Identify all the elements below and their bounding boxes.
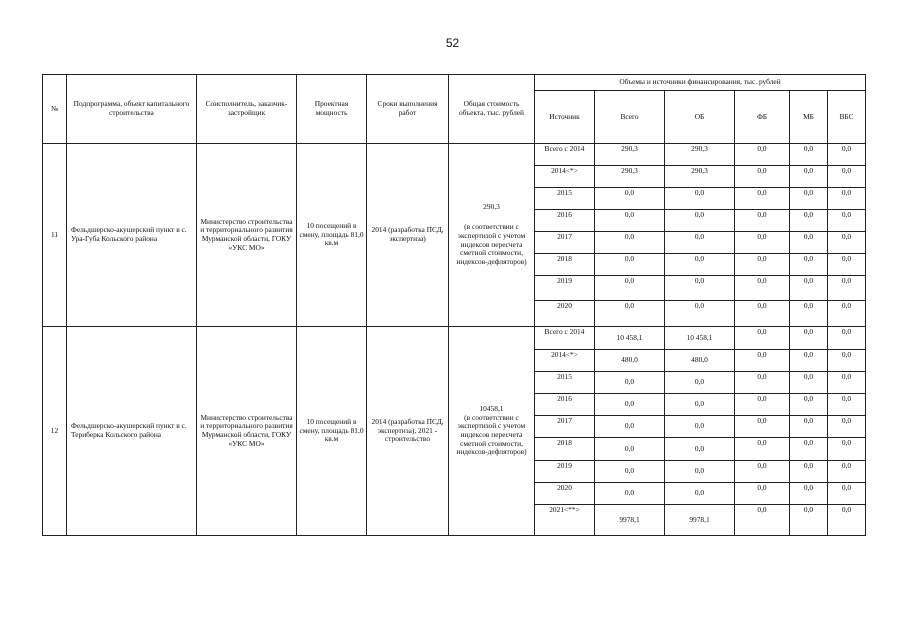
financing-table [42,74,866,536]
financing-fb-value: 0,0 [735,461,790,483]
financing-ob-value: 0,0 [665,232,735,254]
financing-vbs-value: 0,0 [828,232,866,254]
financing-vbs-value: 0,0 [828,483,866,505]
financing-total-value: 290,3 [595,144,665,166]
financing-vbs-value: 0,0 [828,144,866,166]
financing-mb-value: 0,0 [790,210,828,232]
financing-total-value: 0,0 [595,438,665,461]
financing-total-value: 0,0 [595,276,665,301]
col-term-header: Сроки выполнения работ [367,75,449,144]
financing-mb-value: 0,0 [790,350,828,372]
financing-source: 2016 [535,394,595,416]
financing-total-value: 0,0 [595,416,665,438]
financing-total-value: 0,0 [595,372,665,394]
object-executor: Министерство строительства и территориального развития Мурманской области, ГОКУ «УКС МО» [197,327,297,536]
col-ob-header: ОБ [665,91,735,144]
financing-fb-value: 0,0 [735,301,790,327]
financing-ob-value: 0,0 [665,461,735,483]
financing-ob-value: 0,0 [665,372,735,394]
financing-mb-value: 0,0 [790,394,828,416]
financing-total-value: 9978,1 [595,505,665,536]
financing-mb-value: 0,0 [790,232,828,254]
financing-fb-value: 0,0 [735,166,790,188]
financing-ob-value: 290,3 [665,144,735,166]
object-capacity: 10 посещений в смену, площадь 81,0 кв.м [297,327,367,536]
financing-ob-value: 480,0 [665,350,735,372]
financing-vbs-value: 0,0 [828,301,866,327]
financing-source: 2019 [535,276,595,301]
financing-vbs-value: 0,0 [828,505,866,536]
col-source-header: Источник [535,91,595,144]
financing-vbs-value: 0,0 [828,372,866,394]
financing-ob-value: 0,0 [665,210,735,232]
financing-vbs-value: 0,0 [828,327,866,350]
financing-source: 2020 [535,483,595,505]
financing-source: Всего с 2014 [535,144,595,166]
financing-ob-value: 0,0 [665,254,735,276]
financing-mb-value: 0,0 [790,144,828,166]
financing-source: 2017 [535,232,595,254]
financing-mb-value: 0,0 [790,372,828,394]
financing-fb-value: 0,0 [735,483,790,505]
object-total-cost-cell [449,327,535,536]
col-fb-header: ФБ [735,91,790,144]
financing-total-value: 0,0 [595,461,665,483]
financing-mb-value: 0,0 [790,188,828,210]
financing-total-value: 0,0 [595,254,665,276]
financing-ob-value: 0,0 [665,438,735,461]
financing-total-value: 10 458,1 [595,327,665,350]
financing-source: Всего с 2014 [535,327,595,350]
financing-mb-value: 0,0 [790,327,828,350]
financing-source: 2014<*> [535,350,595,372]
object-term: 2014 (разработка ПСД, экспертиза) [367,144,449,327]
object-cost-note: (в соответствии с экспертизой с учетом индексов пересчета сметной стоимости, индексов-дефляторов) [456,412,527,457]
col-subprogram-header: Подпрограмма, объект капитального строительства [67,75,197,144]
object-total-cost: 290,3 [483,202,500,212]
financing-vbs-value: 0,0 [828,210,866,232]
financing-vbs-value: 0,0 [828,416,866,438]
financing-mb-value: 0,0 [790,461,828,483]
financing-ob-value: 0,0 [665,301,735,327]
financing-ob-value: 0,0 [665,188,735,210]
financing-total-value: 0,0 [595,210,665,232]
col-capacity-header: Проектная мощность [297,75,367,144]
financing-ob-value: 0,0 [665,416,735,438]
financing-vbs-value: 0,0 [828,166,866,188]
financing-fb-value: 0,0 [735,188,790,210]
col-total-cost-header: Общая стоимость объекта, тыс. рублей [449,75,535,144]
financing-ob-value: 0,0 [665,276,735,301]
object-executor: Министерство строительства и территориального развития Мурманской области, ГОКУ «УКС МО» [197,144,297,327]
financing-fb-value: 0,0 [735,276,790,301]
financing-total-value: 0,0 [595,188,665,210]
financing-vbs-value: 0,0 [828,438,866,461]
financing-ob-value: 10 458,1 [665,327,735,350]
object-number: 12 [43,327,67,536]
table-row [43,327,866,350]
page-number: 52 [445,36,460,50]
financing-total-value: 290,3 [595,166,665,188]
financing-mb-value: 0,0 [790,483,828,505]
financing-vbs-value: 0,0 [828,188,866,210]
financing-source: 2016 [535,210,595,232]
financing-vbs-value: 0,0 [828,394,866,416]
financing-mb-value: 0,0 [790,505,828,536]
financing-source: 2019 [535,461,595,483]
object-term: 2014 (разработка ПСД, экспертиза), 2021 - строительство [367,327,449,536]
financing-source: 2018 [535,254,595,276]
financing-total-value: 0,0 [595,301,665,327]
financing-fb-value: 0,0 [735,254,790,276]
financing-source: 2018 [535,438,595,461]
financing-source: 2015 [535,188,595,210]
financing-fb-value: 0,0 [735,350,790,372]
col-no-header: № [43,75,67,144]
object-name: Фельдшерско-акушерский пункт в с. Териберка Кольского района [67,327,197,536]
financing-fb-value: 0,0 [735,232,790,254]
financing-fb-value: 0,0 [735,394,790,416]
financing-fb-value: 0,0 [735,416,790,438]
financing-fb-value: 0,0 [735,144,790,166]
object-total-cost-cell [449,144,535,327]
col-mb-header: МБ [790,91,828,144]
financing-fb-value: 0,0 [735,372,790,394]
financing-mb-value: 0,0 [790,438,828,461]
financing-source: 2021<**> [535,505,595,536]
financing-vbs-value: 0,0 [828,276,866,301]
financing-mb-value: 0,0 [790,301,828,327]
object-capacity: 10 посещений в смену, площадь 81,0 кв.м [297,144,367,327]
col-vbs-header: ВБС [828,91,866,144]
financing-vbs-value: 0,0 [828,350,866,372]
financing-source: 2017 [535,416,595,438]
financing-total-value: 480,0 [595,350,665,372]
financing-source: 2020 [535,301,595,327]
financing-mb-value: 0,0 [790,166,828,188]
financing-source: 2014<*> [535,166,595,188]
financing-fb-value: 0,0 [735,327,790,350]
financing-vbs-value: 0,0 [828,254,866,276]
table-row [43,144,866,166]
financing-ob-value: 290,3 [665,166,735,188]
header-row-top [43,75,866,91]
object-total-cost: 10458,1 [479,403,504,413]
object-number: 11 [43,144,67,327]
financing-mb-value: 0,0 [790,254,828,276]
financing-total-value: 0,0 [595,394,665,416]
financing-ob-value: 0,0 [665,394,735,416]
financing-total-value: 0,0 [595,232,665,254]
financing-fb-value: 0,0 [735,438,790,461]
financing-fb-value: 0,0 [735,505,790,536]
financing-mb-value: 0,0 [790,276,828,301]
financing-source: 2015 [535,372,595,394]
object-name: Фельдшерско-акушерский пункт в с. Ура-Губа Кольского района [67,144,197,327]
financing-vbs-value: 0,0 [828,461,866,483]
financing-total-value: 0,0 [595,483,665,505]
col-total-header: Всего [595,91,665,144]
financing-group-header: Объемы и источники финансирования, тыс. рублей [535,75,866,91]
financing-ob-value: 9978,1 [665,505,735,536]
financing-fb-value: 0,0 [735,210,790,232]
financing-ob-value: 0,0 [665,483,735,505]
object-cost-note: (в соответствии с экспертизой с учетом индексов пересчета сметной стоимости, индексов-дефляторов) [456,222,527,266]
financing-mb-value: 0,0 [790,416,828,438]
col-executor-header: Соисполнитель, заказчик-застройщик [197,75,297,144]
